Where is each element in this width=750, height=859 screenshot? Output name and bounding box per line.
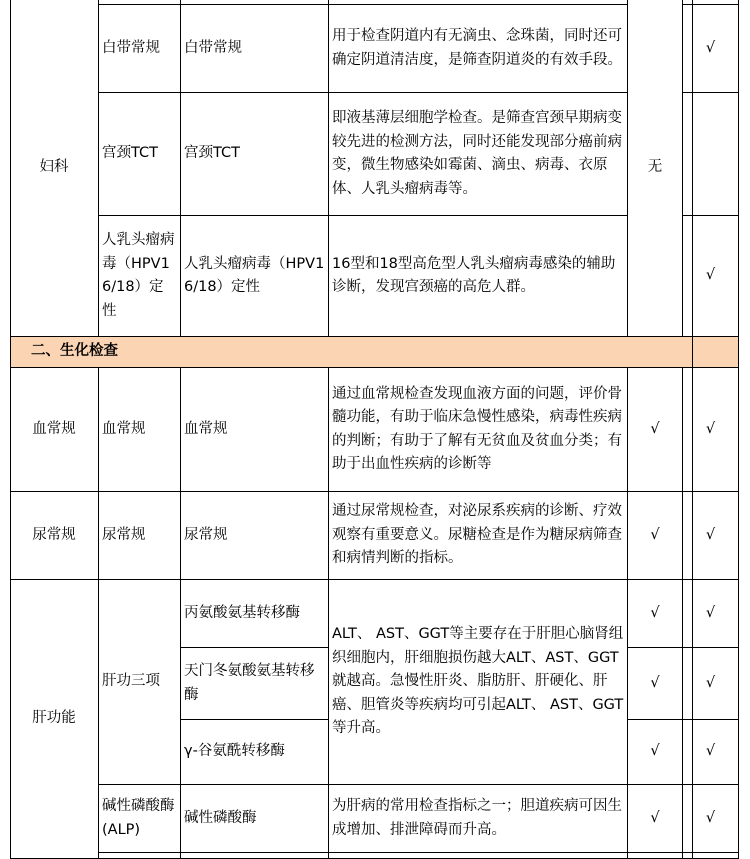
check-cell: √ — [683, 785, 739, 853]
item-cell: 肝功三项 — [99, 580, 181, 785]
name-cell: 碱性磷酸酶 — [181, 785, 329, 853]
check-cell: √ — [628, 785, 683, 853]
check-cell: √ — [628, 580, 683, 648]
check-cell: √ — [683, 580, 739, 648]
item-cell: 人乳头瘤病毒（HPV16/18）定性 — [99, 216, 181, 337]
name-cell: 血常规 — [181, 368, 329, 492]
check-cell: √ — [628, 368, 683, 492]
desc-cell: 为肝病的常用检查指标之一；胆道疾病可因生成增加、排泄障碍而升高。 — [329, 785, 628, 853]
check-cell: √ — [628, 720, 683, 785]
check-cell: √ — [628, 492, 683, 580]
name-cell: 丙氨酸氨基转移酶 — [181, 580, 329, 648]
table-cell — [181, 853, 329, 859]
desc-cell: 用于检查阴道内有无滴虫、念珠菌，同时还可确定阴道清洁度，是筛查阴道炎的有效手段。 — [329, 5, 628, 93]
dept-cell-urine: 尿常规 — [10, 492, 99, 580]
check-cell: √ — [683, 492, 739, 580]
column-divider — [692, 0, 693, 859]
check-cell: √ — [683, 368, 739, 492]
desc-cell: 通过尿常规检查，对泌尿系疾病的诊断、疗效观察有重要意义。尿糖检查是作为糖尿病筛查和病情判断的指标。 — [329, 492, 628, 580]
dept-cell-blood: 血常规 — [10, 368, 99, 492]
section-header-biochem: 二、生化检查 — [10, 337, 739, 368]
name-cell: 尿常规 — [181, 492, 329, 580]
table-cell — [628, 853, 683, 859]
name-cell: γ-谷氨酰转移酶 — [181, 720, 329, 785]
exam-items-table — [10, 0, 739, 859]
name-cell: 白带常规 — [181, 5, 329, 93]
name-cell: 天门冬氨酸氨基转移酶 — [181, 648, 329, 720]
fee-cell: 无 — [628, 0, 683, 337]
name-cell: 宫颈TCT — [181, 93, 329, 216]
check-cell: √ — [683, 720, 739, 785]
item-cell: 血常规 — [99, 368, 181, 492]
check-cell: √ — [683, 216, 739, 337]
table-cell — [329, 853, 628, 859]
desc-cell: 通过血常规检查发现血液方面的问题，评价骨髓功能，有助于临床急慢性感染，病毒性疾病的判断；有助于了解有无贫血及贫血分类；有助于出血性疾病的诊断等 — [329, 368, 628, 492]
item-cell: 白带常规 — [99, 5, 181, 93]
desc-cell: 16型和18型高危型人乳头瘤病毒感染的辅助诊断，发现宫颈癌的高危人群。 — [329, 216, 628, 337]
check-cell: √ — [683, 5, 739, 93]
dept-cell-gynecology: 妇科 — [10, 0, 99, 337]
item-cell: 碱性磷酸酶(ALP) — [99, 785, 181, 853]
item-cell: 尿常规 — [99, 492, 181, 580]
dept-cell-liver: 肝功能 — [10, 580, 99, 859]
check-cell: √ — [628, 648, 683, 720]
desc-cell: ALT、 AST、GGT等主要存在于肝胆心脑肾组织细胞内，肝细胞损伤越大ALT、AST、GGT就越高。急慢性肝炎、脂肪肝、肝硬化、肝癌、胆管炎等疾病均可引起ALT、 AST、GGT等升高。 — [329, 580, 628, 785]
desc-cell: 即液基薄层细胞学检查。是筛查宫颈早期病变较先进的检测方法，同时还能发现部分癌前病变，微生物感染如霉菌、滴虫、病毒、衣原体、人乳头瘤病毒等。 — [329, 93, 628, 216]
check-cell: √ — [683, 648, 739, 720]
item-cell: 宫颈TCT — [99, 93, 181, 216]
table-cell — [99, 853, 181, 859]
name-cell: 人乳头瘤病毒（HPV16/18）定性 — [181, 216, 329, 337]
table-left-border — [10, 0, 11, 859]
